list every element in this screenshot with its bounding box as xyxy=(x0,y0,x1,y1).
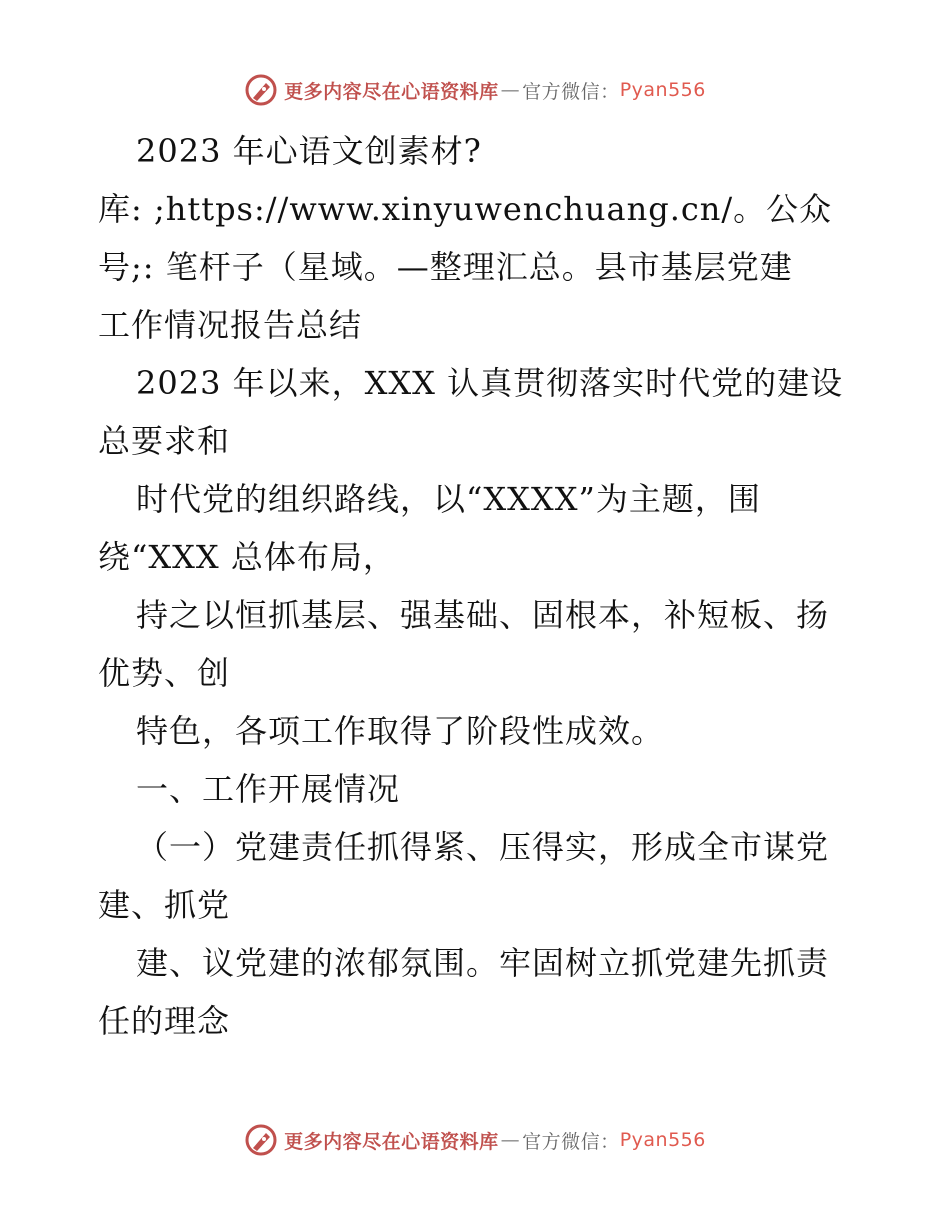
document-line: 工作情况报告总结 xyxy=(98,306,363,344)
header-watermark-banner xyxy=(0,70,950,110)
document-line: 持之以恒抓基层、强基础、固根本，补短板、扬 xyxy=(136,596,830,634)
document-line: 任的理念 xyxy=(98,1002,231,1040)
document-line: 时代党的组织路线，以“XXXX”为主题，围 xyxy=(136,480,761,518)
banner-wechat-label: 官方微信： xyxy=(522,1130,620,1153)
footer-watermark-banner xyxy=(0,1120,950,1160)
document-line: 优势、创 xyxy=(98,654,231,692)
pen-nib-logo-icon xyxy=(244,73,278,107)
banner-dash: — xyxy=(500,1129,521,1151)
document-line: 建、抓党 xyxy=(98,886,231,924)
document-line: 建、议党建的浓郁氛围。牢固树立抓党建先抓责 xyxy=(136,944,830,982)
section-heading: 一、工作开展情况 xyxy=(136,770,401,808)
document-line: 特色，各项工作取得了阶段性成效。 xyxy=(136,712,665,750)
pen-nib-logo-icon xyxy=(244,1123,278,1157)
banner-wechat-id: Pyan556 xyxy=(619,1129,706,1151)
banner-wechat-label: 官方微信： xyxy=(522,80,620,103)
document-line: 库: ;https://www.xinyuwenchuang.cn/。公众 xyxy=(98,190,833,228)
document-line: 总要求和 xyxy=(98,422,231,460)
document-line: 号;: 笔杆子（星域。—整理汇总。县市基层党建 xyxy=(98,248,793,286)
banner-dash: — xyxy=(500,79,521,101)
document-body xyxy=(98,122,858,1050)
document-line: 2023 年以来，XXX 认真贯彻落实时代党的建设 xyxy=(136,364,844,402)
document-line: 2023 年心语文创素材? xyxy=(136,132,482,170)
subsection-heading: （一）党建责任抓得紧、压得实，形成全市谋党 xyxy=(136,828,830,866)
banner-link-text[interactable]: 更多内容尽在心语资料库 xyxy=(284,1130,499,1153)
banner-link-text[interactable]: 更多内容尽在心语资料库 xyxy=(284,80,499,103)
banner-wechat-id: Pyan556 xyxy=(619,79,706,101)
document-line: 绕“XXX 总体布局， xyxy=(98,538,396,576)
